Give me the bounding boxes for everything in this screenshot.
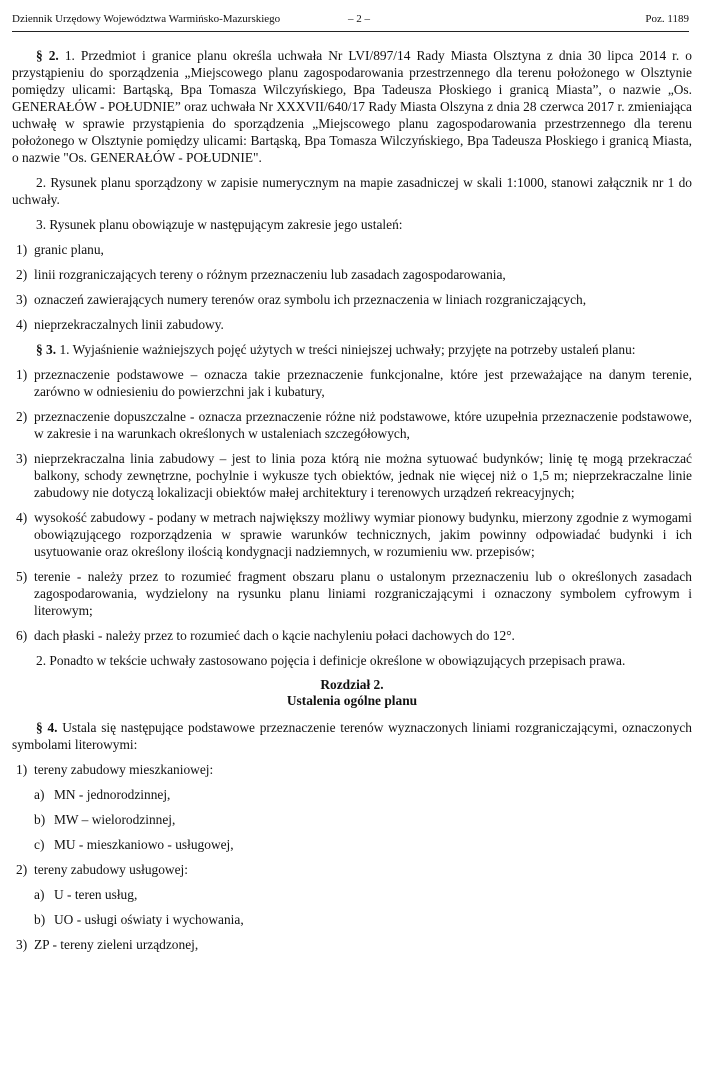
- item-number: 2): [16, 409, 28, 424]
- land-use-subitem: [12, 786, 692, 803]
- subitem-text: U - teren usług,: [54, 887, 138, 902]
- subitem-text: MN - jednorodzinnej,: [54, 787, 171, 802]
- subitem-text: UO - usługi oświaty i wychowania,: [54, 912, 244, 927]
- chapter-number: Rozdział 2.: [320, 677, 384, 692]
- paragraph-text: Ustala się następujące podstawowe przeznaczenie terenów wyznaczonych liniami rozgraniczającymi, oznaczonych symbolami literowymi:: [12, 720, 692, 752]
- item-number: 3): [16, 292, 28, 307]
- journal-title: Dziennik Urzędowy Województwa Warmińsko-Mazurskiego: [12, 13, 281, 25]
- subitem-letter: a): [34, 887, 45, 902]
- section-marker: § 3.: [36, 342, 57, 357]
- land-use-subitem: [12, 836, 692, 853]
- page-number: – 2 –: [348, 13, 370, 25]
- item-number: 4): [16, 510, 28, 525]
- definition-item: [12, 366, 692, 400]
- land-use-subitem: [12, 886, 692, 903]
- list-item: [12, 266, 692, 283]
- subitem-letter: c): [34, 837, 45, 852]
- item-number: 3): [16, 451, 28, 466]
- item-number: 2): [16, 267, 28, 282]
- land-use-subitem: [12, 911, 692, 928]
- subitem-text: MU - mieszkaniowo - usługowej,: [54, 837, 234, 852]
- item-number: 1): [16, 762, 28, 777]
- list-item: [12, 291, 692, 308]
- item-number: 4): [16, 317, 28, 332]
- subitem-letter: a): [34, 787, 45, 802]
- item-text: ZP - tereny zieleni urządzonej,: [34, 937, 199, 952]
- land-use-item: [12, 861, 692, 878]
- paragraph-text: Przedmiot i granice planu określa uchwała Nr LVI/897/14 Rady Miasta Olsztyna z dnia 30 lipca 2014 r. o przystąpieniu do sporządzenia „Miejscowego planu zagospodarowania przestrzennego dla terenu położonego w Olsztynie pomiędzy ulicami: Bartąską, Bpa Tomasza Wilczyńskiego, Bpa Tadeusza Płoskiego i granicą Miasta”, o nazwie „Os. GENERAŁÓW - POŁUDNIE” oraz uchwała Nr XXXVII/640/17 Rady Miasta Olszyna z dnia 28 czerwca 2017 r. zmieniająca uchwałę w sprawie przystąpienia do sporządzenia „Miejscowego planu zagospodarowania przestrzennego dla terenu położonego w Olsztynie pomiędzy ulicami: Bartąską, Bpa Tomasza Wilczyńskiego, Bpa Tadeusza Płoskiego i granicą Miasta, o nazwie "Os. GENERAŁÓW - POŁUDNIE".: [12, 48, 692, 165]
- item-text: nieprzekraczalnych linii zabudowy.: [34, 317, 224, 332]
- item-text: dach płaski - należy przez to rozumieć dach o kącie nachyleniu połaci dachowych do 12°.: [34, 628, 515, 643]
- list-item: [12, 241, 692, 258]
- paragraph-2-3: 3. Rysunek planu obowiązuje w następującym zakresie jego ustaleń:: [36, 217, 403, 232]
- paragraph-2-1: [12, 47, 692, 166]
- definition-item: [12, 450, 692, 501]
- paragraph-4: [12, 719, 692, 753]
- item-text: tereny zabudowy usługowej:: [34, 862, 188, 877]
- item-text: przeznaczenie podstawowe – oznacza takie przeznaczenie funkcjonalne, które jest przeważające na danym terenie, zarówno w odniesieniu do powierzchni jak i kubatury,: [34, 367, 692, 399]
- definition-item: [12, 627, 692, 644]
- item-number: 1): [16, 367, 28, 382]
- position-number: Poz. 1189: [645, 13, 689, 25]
- item-text: nieprzekraczalna linia zabudowy – jest to linia poza którą nie można sytuować budynków; linię tę mogą przekraczać balkony, schody zewnętrzne, pochylnie i wykusze tych obiektów, jednak nie więcej niż o 1,5 m; nieprzekraczalne linie zabudowy nie dotyczą lokalizacji obiektów małej architektury i terenowych urządzeń rekreacyjnych;: [34, 451, 692, 500]
- paragraph-2-2: 2. Rysunek planu sporządzony w zapisie numerycznym na mapie zasadniczej w skali 1:1000, stanowi załącznik nr 1 do uchwały.: [12, 175, 692, 207]
- land-use-item: [12, 761, 692, 778]
- section-marker: § 2.: [36, 48, 59, 63]
- list-item: [12, 316, 692, 333]
- land-use-item: [12, 936, 692, 953]
- subitem-letter: b): [34, 912, 46, 927]
- item-text: terenie - należy przez to rozumieć fragment obszaru planu o ustalonym przeznaczeniu lub o określonych zasadach zagospodarowania, wydzielony na rysunku planu liniami rozgraniczającymi i oznaczony symbolem cyfrowym i literowym;: [34, 569, 692, 618]
- item-text: przeznaczenie dopuszczalne - oznacza przeznaczenie różne niż podstawowe, które uzupełnia przeznaczenie podstawowe, w zakresie i na warunkach określonych w ustaleniach szczegółowych,: [34, 409, 692, 441]
- page-header: [12, 13, 689, 32]
- subitem-letter: b): [34, 812, 46, 827]
- section-marker: § 4.: [36, 720, 58, 735]
- item-number: 3): [16, 937, 28, 952]
- item-number: 1): [16, 242, 28, 257]
- item-text: wysokość zabudowy - podany w metrach największy możliwy wymiar pionowy budynku, mierzony zgodnie z wymogami obowiązującego rozporządzenia w sprawie warunków technicznych, jakim powinny odpowiadać budynki i ich usytuowanie oraz określony ilością kondygnacji nadziemnych, w rozumieniu ww. przepisów;: [34, 510, 692, 559]
- paragraph-3-2: 2. Ponadto w tekście uchwały zastosowano pojęcia i definicje określone w obowiązujących przepisach prawa.: [36, 653, 626, 668]
- item-text: tereny zabudowy mieszkaniowej:: [34, 762, 214, 777]
- paragraph-text: 1. Wyjaśnienie ważniejszych pojęć użytych w treści niniejszej uchwały; przyjęte na potrzeby ustaleń planu:: [59, 342, 636, 357]
- document-body: [12, 47, 692, 961]
- item-number: 5): [16, 569, 28, 584]
- subitem-text: MW – wielorodzinnej,: [54, 812, 176, 827]
- definition-item: [12, 408, 692, 442]
- item-text: granic planu,: [34, 242, 104, 257]
- paragraph-3-1: [12, 341, 692, 358]
- chapter-heading: [12, 677, 692, 709]
- land-use-subitem: [12, 811, 692, 828]
- definition-item: [12, 568, 692, 619]
- paragraph-number: 1.: [64, 48, 75, 63]
- item-text: oznaczeń zawierających numery terenów oraz symbolu ich przeznaczenia w liniach rozgraniczających,: [34, 292, 587, 307]
- definition-item: [12, 509, 692, 560]
- chapter-title: Ustalenia ogólne planu: [286, 693, 418, 708]
- item-text: linii rozgraniczających tereny o różnym przeznaczeniu lub zasadach zagospodarowania,: [34, 267, 506, 282]
- item-number: 2): [16, 862, 28, 877]
- item-number: 6): [16, 628, 28, 643]
